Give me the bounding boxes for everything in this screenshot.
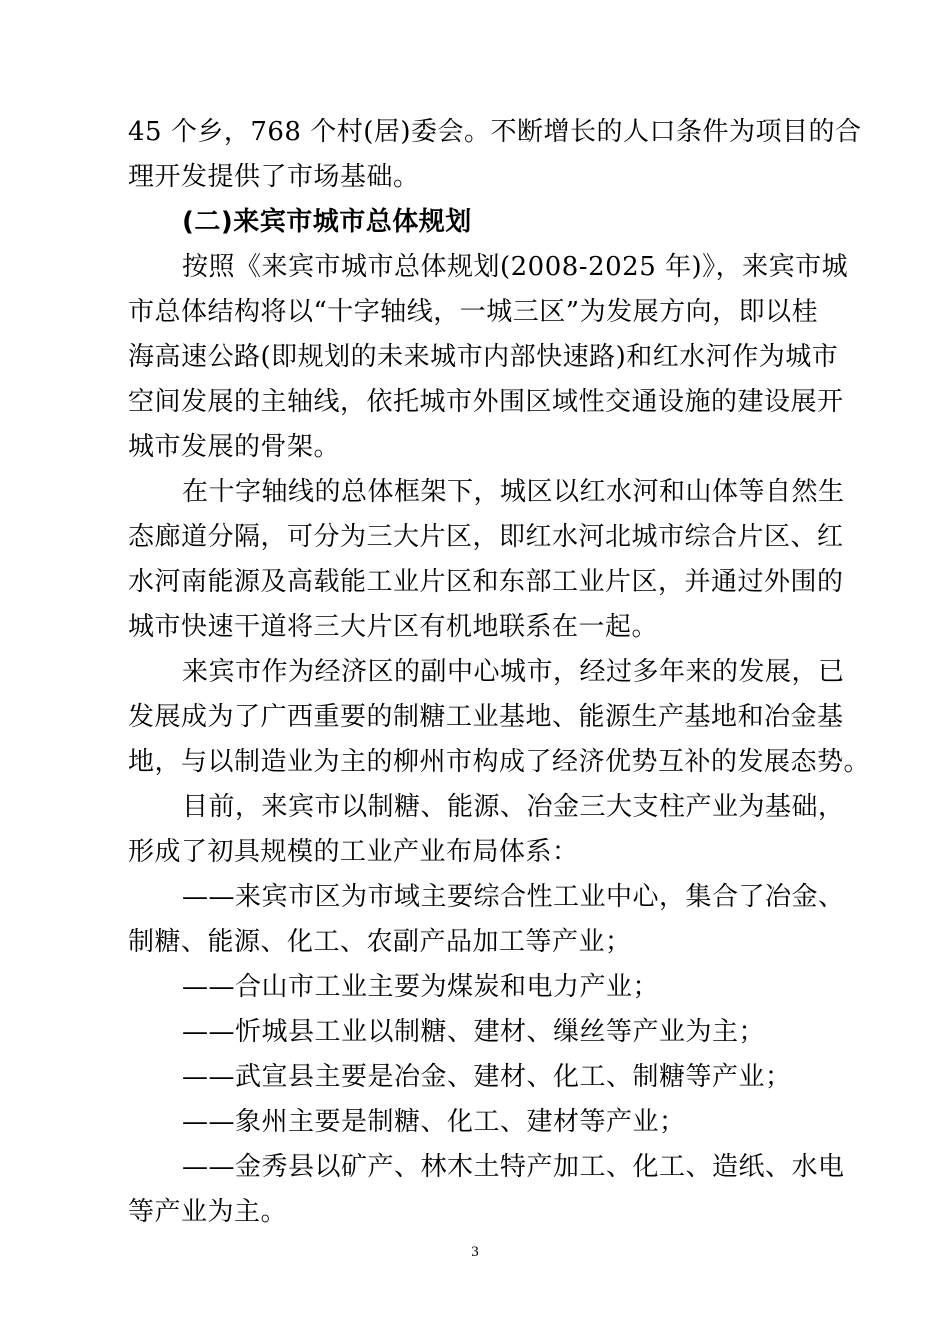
text-line: 海高速公路(即规划的未来城市内部快速路)和红水河作为城市 [128, 342, 839, 372]
section-heading: (二)来宾市城市总体规划 [182, 207, 472, 237]
text-line: 45 个乡，768 个村(居)委会。不断增长的人口条件为项目的合 [128, 117, 862, 147]
text-line: 目前，来宾市以制糖、能源、冶金三大支柱产业为基础， [182, 792, 845, 822]
list-item: ——合山市工业主要为煤炭和电力产业； [182, 972, 660, 1002]
page-number: 3 [471, 1244, 479, 1260]
text-line: 制糖、能源、化工、农副产品加工等产业； [128, 927, 632, 957]
text-line: 城市发展的骨架。 [128, 432, 341, 462]
list-item: ——象州主要是制糖、化工、建材等产业； [182, 1107, 686, 1137]
text-line: 理开发提供了市场基础。 [128, 162, 420, 192]
list-item: ——来宾市区为市域主要综合性工业中心，集合了冶金、 [182, 882, 845, 912]
text-line: 地，与以制造业为主的柳州市构成了经济优势互补的发展态势。 [128, 747, 871, 777]
text-line: 发展成为了广西重要的制糖工业基地、能源生产基地和冶金基 [128, 702, 844, 732]
list-item: ——金秀县以矿产、林木土特产加工、化工、造纸、水电 [182, 1152, 845, 1182]
text-line: 市总体结构将以“十字轴线，一城三区”为发展方向，即以桂 [128, 297, 819, 327]
list-item: ——忻城县工业以制糖、建材、缫丝等产业为主； [182, 1017, 766, 1047]
text-line: 空间发展的主轴线，依托城市外围区域性交通设施的建设展开 [128, 387, 844, 417]
text-line: 形成了初具规模的工业产业布局体系： [128, 837, 579, 867]
text-line: 在十字轴线的总体框架下，城区以红水河和山体等自然生 [182, 477, 845, 507]
text-line: 城市快速干道将三大片区有机地联系在一起。 [128, 612, 659, 642]
text-line: 态廊道分隔，可分为三大片区，即红水河北城市综合片区、红 [128, 522, 844, 552]
text-line: 来宾市作为经济区的副中心城市，经过多年来的发展，已 [182, 657, 845, 687]
text-line: 水河南能源及高载能工业片区和东部工业片区，并通过外围的 [128, 567, 844, 597]
list-item: ——武宣县主要是冶金、建材、化工、制糖等产业； [182, 1062, 792, 1092]
text-line: 等产业为主。 [128, 1197, 288, 1227]
text-line: 按照《来宾市城市总体规划(2008-2025 年)》，来宾市城 [182, 252, 849, 282]
